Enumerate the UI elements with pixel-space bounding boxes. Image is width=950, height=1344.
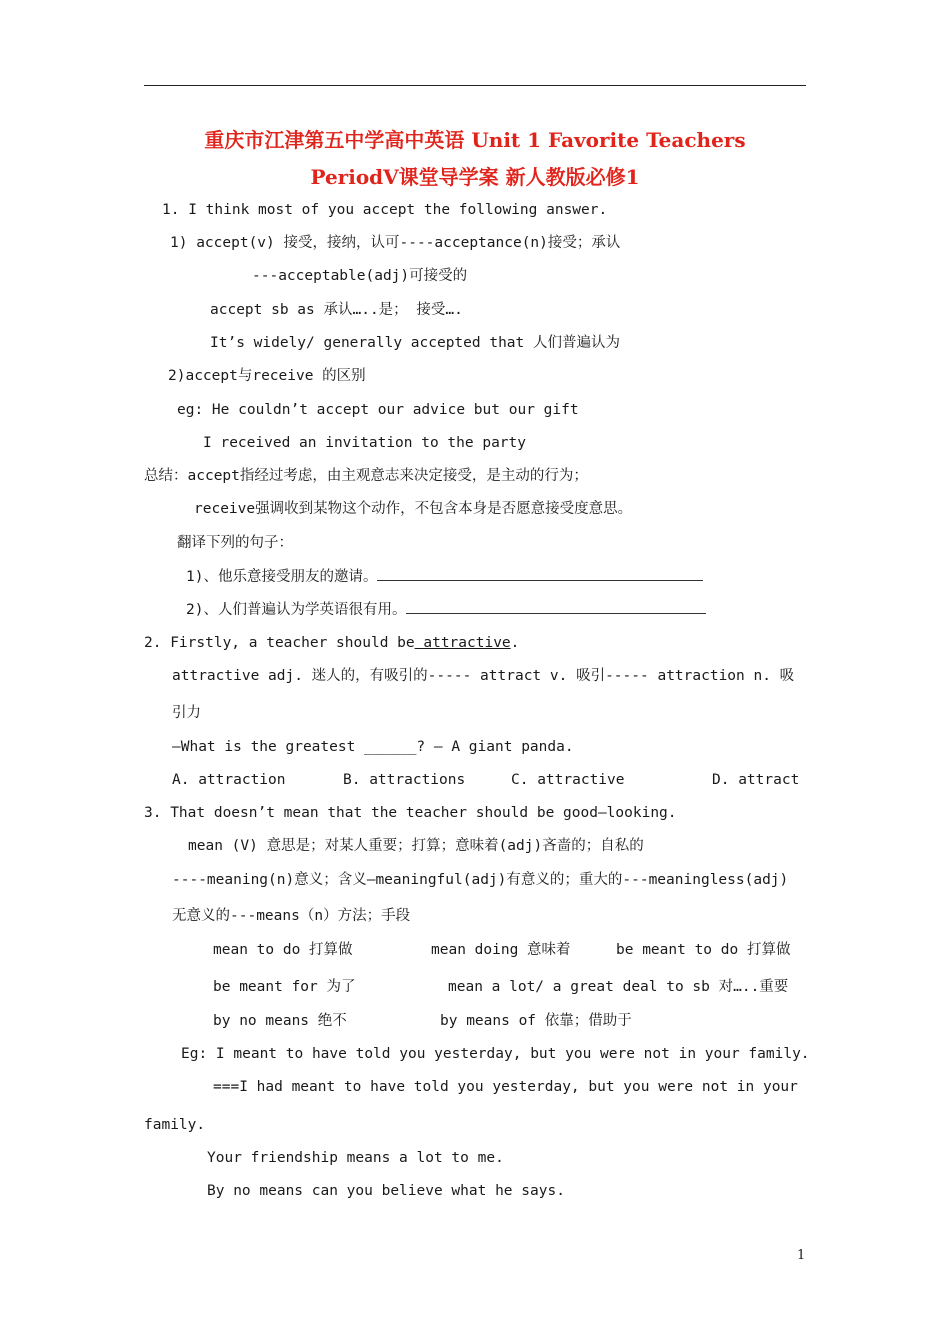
- section3-example: By no means can you believe what he says.: [207, 1183, 565, 1199]
- section1-heading: 1. I think most of you accept the following answer.: [162, 202, 608, 218]
- exercise-prompt: 1)、他乐意接受朋友的邀请。: [186, 569, 378, 585]
- heading-text: 2. Firstly, a teacher should be: [144, 635, 415, 651]
- document-title-line2: PeriodV课堂导学案 新人教版必修1: [310, 165, 640, 189]
- phrase: be meant to do 打算做: [616, 942, 791, 958]
- exercise-prompt: 2)、人们普遍认为学英语很有用。: [186, 602, 407, 618]
- section1-text: 1) accept(v) 接受，接纳，认可----acceptance(n)接受；承认: [170, 235, 621, 251]
- section1-exercise-title: 翻译下列的句子：: [177, 535, 293, 551]
- phrase: mean a lot/ a great deal to sb 对…..重要: [448, 979, 789, 995]
- answer-blank[interactable]: [406, 599, 706, 614]
- phrase: by means of 依靠；借助于: [440, 1013, 632, 1029]
- page-number: 1: [797, 1248, 806, 1263]
- section3-example: family.: [144, 1117, 206, 1133]
- section1-exercise: [186, 566, 703, 587]
- section3-example: Your friendship means a lot to me.: [207, 1150, 504, 1166]
- phrase: mean doing 意味着: [431, 942, 571, 958]
- section2-text: attractive adj. 迷人的，有吸引的----- attract v. 吸引----- attraction n. 吸: [172, 668, 795, 684]
- section1-text: accept sb as 承认…..是； 接受….: [210, 302, 463, 318]
- section3-text: 无意义的---means（n）方法；手段: [172, 908, 411, 924]
- option-d: D. attract: [712, 772, 800, 788]
- section2-question: —What is the greatest ______? — A giant panda.: [172, 739, 574, 755]
- section3-text: mean (V) 意思是；对某人重要；打算；意味着(adj)吝啬的；自私的: [188, 838, 644, 854]
- section1-summary: 总结：accept指经过考虑，由主观意志来决定接受，是主动的行为；: [144, 468, 588, 484]
- section1-text: 2)accept与receive 的区别: [168, 368, 366, 384]
- phrase: be meant for 为了: [213, 979, 356, 995]
- section1-example: I received an invitation to the party: [203, 435, 527, 451]
- section3-text: ----meaning(n)意义；含义—meaningful(adj)有意义的；重大的---meaningless(adj): [172, 872, 789, 888]
- answer-blank[interactable]: [377, 566, 703, 581]
- heading-text: .: [510, 635, 520, 651]
- section1-text: ---acceptable(adj)可接受的: [252, 268, 468, 284]
- section1-summary: receive强调收到某物这个动作，不包含本身是否愿意接受度意思。: [194, 501, 633, 517]
- phrase: by no means 绝不: [213, 1013, 347, 1029]
- document-title-line1: 重庆市江津第五中学高中英语 Unit 1 Favorite Teachers: [204, 128, 746, 152]
- section1-example: eg: He couldn’t accept our advice but our gift: [177, 402, 579, 418]
- option-b: B. attractions: [343, 772, 466, 788]
- section1-text: It’s widely/ generally accepted that 人们普遍认为: [210, 335, 620, 351]
- header-rule: [144, 85, 806, 86]
- section1-exercise: [186, 599, 706, 620]
- option-c: C. attractive: [511, 772, 625, 788]
- underlined-word: attractive: [414, 635, 511, 651]
- section2-text: 引力: [172, 705, 201, 721]
- section2-heading: [144, 633, 519, 653]
- section3-heading: 3. That doesn’t mean that the teacher should be good—looking.: [144, 805, 677, 821]
- phrase: mean to do 打算做: [213, 942, 353, 958]
- section3-example: ===I had meant to have told you yesterday, but you were not in your: [213, 1079, 798, 1095]
- section3-example: Eg: I meant to have told you yesterday, but you were not in your family.: [181, 1046, 810, 1062]
- option-a: A. attraction: [172, 772, 286, 788]
